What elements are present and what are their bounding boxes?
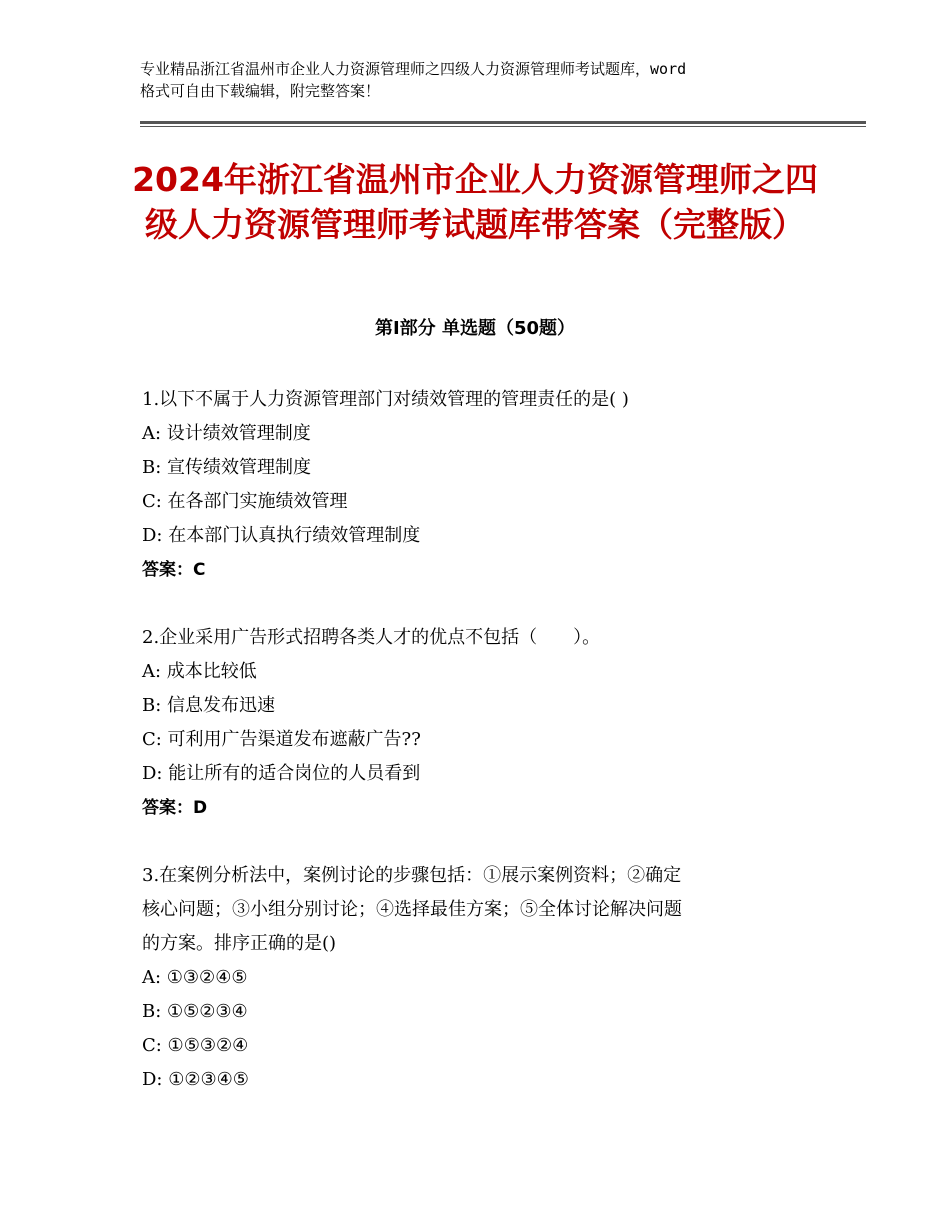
option-c: C: 在各部门实施绩效管理 <box>142 491 348 512</box>
document-title: 2024年浙江省温州市企业人力资源管理师之四级人力资源管理师考试题库带答案（完整版） <box>132 160 818 244</box>
question-stem: 2.企业采用广告形式招聘各类人才的优点不包括（ ）。 <box>142 627 601 648</box>
question-2 <box>142 621 802 825</box>
header-divider-thin <box>140 126 866 127</box>
option-b: B: ①⑤②③④ <box>142 1001 248 1022</box>
question-3 <box>142 859 802 1097</box>
option-a: A: ①③②④⑤ <box>142 967 248 988</box>
header-note-line-1: 专业精品浙江省温州市企业人力资源管理师之四级人力资源管理师考试题库，word <box>140 60 687 78</box>
question-stem-line-2: 核心问题；③小组分别讨论；④选择最佳方案；⑤全体讨论解决问题 <box>142 899 682 920</box>
section-heading: 第Ⅰ部分 单选题（50题） <box>374 318 575 339</box>
option-d: D: 在本部门认真执行绩效管理制度 <box>142 525 421 546</box>
question-stem-line-3: 的方案。排序正确的是() <box>142 933 337 954</box>
option-c: C: 可利用广告渠道发布遮蔽广告?? <box>142 729 421 750</box>
question-1 <box>142 383 802 587</box>
option-b: B: 宣传绩效管理制度 <box>142 457 312 478</box>
question-list <box>142 383 802 1131</box>
option-a: A: 设计绩效管理制度 <box>142 423 311 444</box>
option-d: D: ①②③④⑤ <box>142 1069 249 1090</box>
question-stem: 1.以下不属于人力资源管理部门对绩效管理的管理责任的是( ) <box>142 389 629 410</box>
header-note <box>140 58 820 102</box>
header-divider-thick <box>140 121 866 124</box>
header-note-line-2: 格式可自由下载编辑，附完整答案！ <box>140 82 381 100</box>
option-d: D: 能让所有的适合岗位的人员看到 <box>142 763 421 784</box>
answer-line: 答案：C <box>142 560 206 580</box>
question-stem-line-1: 3.在案例分析法中，案例讨论的步骤包括：①展示案例资料；②确定 <box>142 865 682 886</box>
option-c: C: ①⑤③②④ <box>142 1035 249 1056</box>
answer-line: 答案：D <box>142 798 208 818</box>
option-b: B: 信息发布迅速 <box>142 695 276 716</box>
option-a: A: 成本比较低 <box>142 661 257 682</box>
